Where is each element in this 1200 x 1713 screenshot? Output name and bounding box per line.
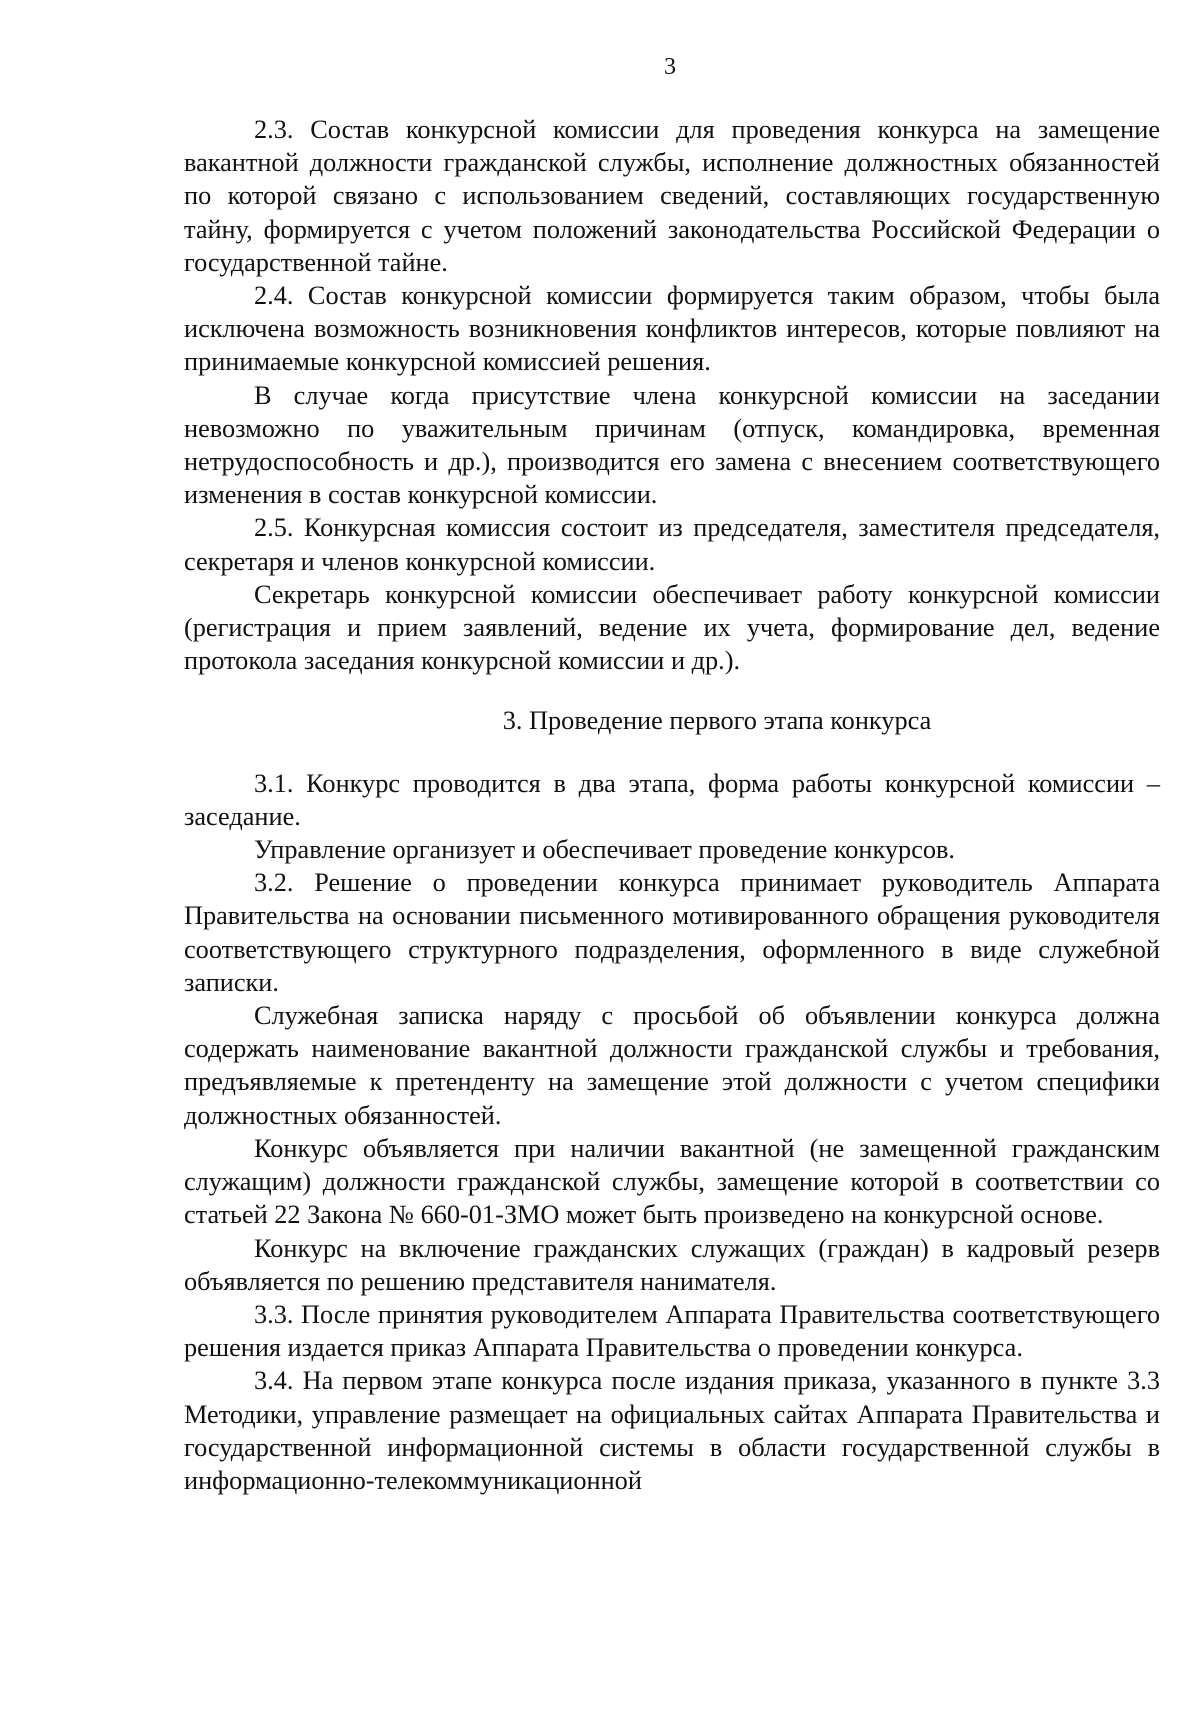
paragraph-3-2-announcement: Конкурс объявляется при наличии вакантной (не замещенной гражданским служащим) должности гражданской службы, замещение которой в соответствии со статьей 22 Закона № 660-01-ЗМО может быть произведено на конкурсной основе.	[184, 1133, 1160, 1230]
paragraph-2-3: 2.3. Состав конкурсной комиссии для проведения конкурса на замещение вакантной должности гражданской службы, исполнение должностных обязанностей по которой связано с использованием сведений, составляющих государственную тайну, формируется с учетом положений законодательства Российской Федерации о государственной тайне.	[184, 115, 1160, 277]
paragraph-2-5-secretary: Секретарь конкурсной комиссии обеспечивает работу конкурсной комиссии (регистрация и прием заявлений, ведение их учета, формирование дел, ведение протокола заседания конкурсной комиссии и др.).	[184, 579, 1160, 676]
paragraph-3-1: 3.1. Конкурс проводится в два этапа, форма работы конкурсной комиссии – заседание.	[184, 768, 1160, 831]
paragraph-2-4: 2.4. Состав конкурсной комиссии формируется таким образом, чтобы была исключена возможность возникновения конфликтов интересов, которые повлияют на принимаемые конкурсной комиссией решения.	[184, 281, 1160, 377]
page-number: 3	[664, 54, 676, 80]
paragraph-3-2-reserve: Конкурс на включение гражданских служащих (граждан) в кадровый резерв объявляется по решению представителя нанимателя.	[184, 1233, 1160, 1296]
paragraph-3-2-memo: Служебная записка наряду с просьбой об объявлении конкурса должна содержать наименование вакантной должности гражданской службы и требования, предъявляемые к претенденту на замещение этой должности с учетом специфики должностных обязанностей.	[184, 1001, 1160, 1130]
paragraph-2-5: 2.5. Конкурсная комиссия состоит из председателя, заместителя председателя, секретаря и членов конкурсной комиссии.	[184, 513, 1160, 576]
document-body	[184, 113, 1160, 1497]
section-heading-3: 3. Проведение первого этапа конкурса	[502, 706, 932, 736]
paragraph-3-1-management: Управление организует и обеспечивает проведение конкурсов.	[254, 835, 956, 865]
paragraph-3-4: 3.4. На первом этапе конкурса после издания приказа, указанного в пункте 3.3 Методики, управление размещает на официальных сайтах Аппарата Правительства и государственной информационной системы в области государственной службы в информационно-телекоммуникационной	[184, 1366, 1160, 1495]
paragraph-3-3: 3.3. После принятия руководителем Аппарата Правительства соответствующего решения издается приказ Аппарата Правительства о проведении конкурса.	[184, 1299, 1160, 1363]
paragraph-3-2: 3.2. Решение о проведении конкурса принимает руководитель Аппарата Правительства на основании письменного мотивированного обращения руководителя соответствующего структурного подразделения, оформленного в виде служебной записки.	[184, 868, 1160, 997]
paragraph-2-4-replacement: В случае когда присутствие члена конкурсной комиссии на заседании невозможно по уважительным причинам (отпуск, командировка, временная нетрудоспособность и др.), производится его замена с внесением соответствующего изменения в состав конкурсной комиссии.	[184, 380, 1160, 510]
